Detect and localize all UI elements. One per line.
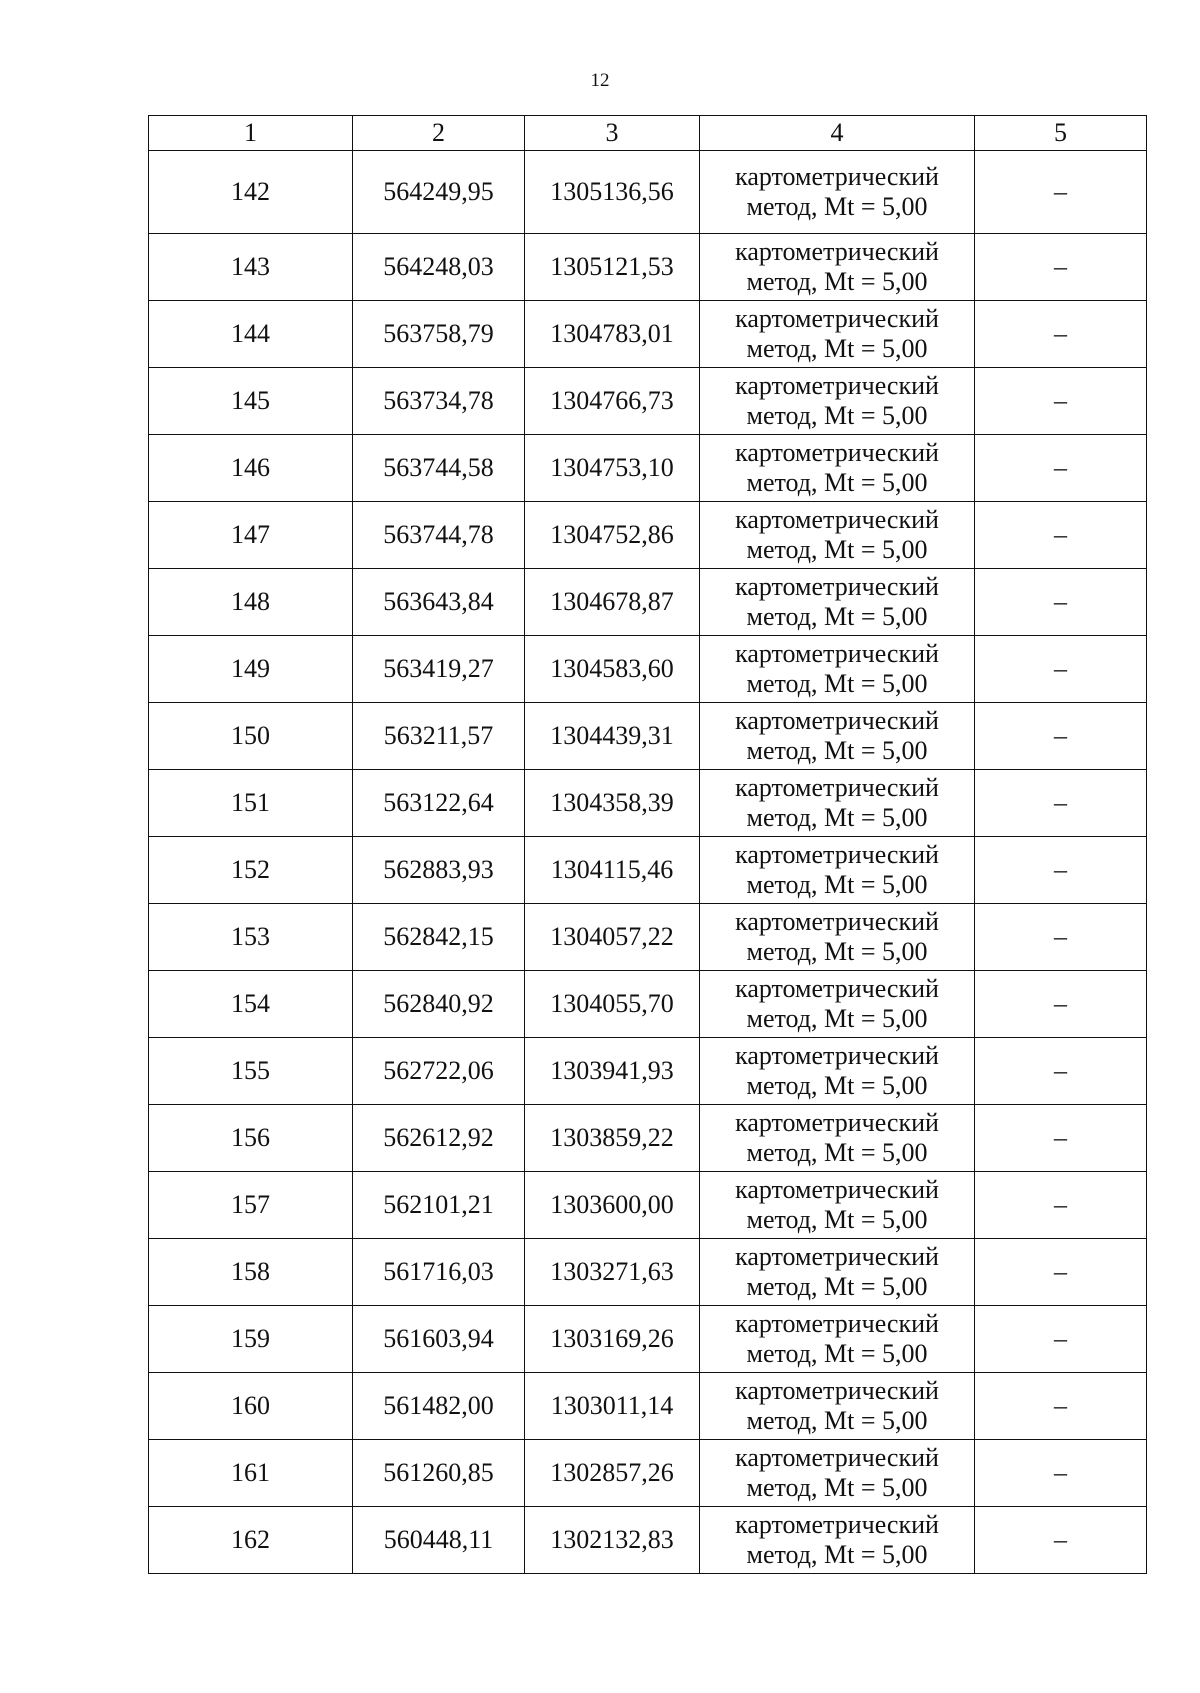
note-cell: – [975, 703, 1147, 770]
y-coordinate-cell: 1305121,53 [525, 234, 700, 301]
y-coordinate-cell: 1304753,10 [525, 435, 700, 502]
method-cell [700, 770, 975, 837]
point-number-cell: 144 [149, 301, 353, 368]
point-number-cell: 142 [149, 151, 353, 234]
method-line-2: метод, Mt = 5,00 [746, 267, 928, 296]
point-number-cell: 160 [149, 1373, 353, 1440]
table-header-row [149, 116, 1147, 151]
y-coordinate-cell: 1305136,56 [525, 151, 700, 234]
method-line-1: картометрический [735, 1175, 939, 1204]
table-row [149, 368, 1147, 435]
method-line-2: метод, Mt = 5,00 [746, 1406, 928, 1435]
method-cell [700, 1507, 975, 1574]
method-text [735, 1175, 939, 1235]
note-cell: – [975, 636, 1147, 703]
table-row [149, 770, 1147, 837]
table-row [149, 636, 1147, 703]
x-coordinate-cell: 564249,95 [353, 151, 525, 234]
note-cell: – [975, 837, 1147, 904]
method-cell [700, 1440, 975, 1507]
table-row [149, 703, 1147, 770]
method-line-1: картометрический [735, 371, 939, 400]
method-cell [700, 502, 975, 569]
point-number-cell: 155 [149, 1038, 353, 1105]
method-line-1: картометрический [735, 1242, 939, 1271]
method-line-2: метод, Mt = 5,00 [746, 937, 928, 966]
method-line-2: метод, Mt = 5,00 [746, 192, 928, 221]
method-line-2: метод, Mt = 5,00 [746, 736, 928, 765]
x-coordinate-cell: 563744,78 [353, 502, 525, 569]
method-line-2: метод, Mt = 5,00 [746, 468, 928, 497]
note-cell: – [975, 1172, 1147, 1239]
method-line-2: метод, Mt = 5,00 [746, 1004, 928, 1033]
x-coordinate-cell: 562101,21 [353, 1172, 525, 1239]
method-line-1: картометрический [735, 304, 939, 333]
y-coordinate-cell: 1304439,31 [525, 703, 700, 770]
point-number-cell: 157 [149, 1172, 353, 1239]
note-cell: – [975, 435, 1147, 502]
method-line-2: метод, Mt = 5,00 [746, 1339, 928, 1368]
method-cell [700, 636, 975, 703]
note-cell: – [975, 1239, 1147, 1306]
y-coordinate-cell: 1303271,63 [525, 1239, 700, 1306]
point-number-cell: 143 [149, 234, 353, 301]
method-line-1: картометрический [735, 1108, 939, 1137]
method-text [735, 840, 939, 900]
method-text [735, 304, 939, 364]
y-coordinate-cell: 1303941,93 [525, 1038, 700, 1105]
method-cell [700, 569, 975, 636]
point-number-cell: 161 [149, 1440, 353, 1507]
method-line-1: картометрический [735, 1376, 939, 1405]
table-row [149, 234, 1147, 301]
method-cell [700, 151, 975, 234]
method-text [735, 1309, 939, 1369]
method-text [735, 1376, 939, 1436]
note-cell: – [975, 770, 1147, 837]
y-coordinate-cell: 1304057,22 [525, 904, 700, 971]
method-line-2: метод, Mt = 5,00 [746, 1138, 928, 1167]
table-row [149, 904, 1147, 971]
table-row [149, 1239, 1147, 1306]
x-coordinate-cell: 561716,03 [353, 1239, 525, 1306]
method-cell [700, 1038, 975, 1105]
y-coordinate-cell: 1303600,00 [525, 1172, 700, 1239]
method-text [735, 1041, 939, 1101]
table-row [149, 1507, 1147, 1574]
method-line-2: метод, Mt = 5,00 [746, 334, 928, 363]
method-line-1: картометрический [735, 572, 939, 601]
table-row [149, 569, 1147, 636]
method-line-1: картометрический [735, 237, 939, 266]
point-number-cell: 154 [149, 971, 353, 1038]
method-line-2: метод, Mt = 5,00 [746, 1071, 928, 1100]
point-number-cell: 152 [149, 837, 353, 904]
note-cell: – [975, 1105, 1147, 1172]
note-cell: – [975, 1373, 1147, 1440]
y-coordinate-cell: 1303169,26 [525, 1306, 700, 1373]
method-text [735, 706, 939, 766]
method-line-2: метод, Mt = 5,00 [746, 870, 928, 899]
note-cell: – [975, 1306, 1147, 1373]
y-coordinate-cell: 1304783,01 [525, 301, 700, 368]
table-row [149, 1440, 1147, 1507]
point-number-cell: 145 [149, 368, 353, 435]
y-coordinate-cell: 1303011,14 [525, 1373, 700, 1440]
point-number-cell: 146 [149, 435, 353, 502]
x-coordinate-cell: 562842,15 [353, 904, 525, 971]
x-coordinate-cell: 562612,92 [353, 1105, 525, 1172]
table-row [149, 301, 1147, 368]
method-line-2: метод, Mt = 5,00 [746, 1473, 928, 1502]
method-cell [700, 971, 975, 1038]
x-coordinate-cell: 563643,84 [353, 569, 525, 636]
x-coordinate-cell: 563758,79 [353, 301, 525, 368]
page-number: 12 [590, 70, 610, 91]
x-coordinate-cell: 562840,92 [353, 971, 525, 1038]
method-text [735, 1443, 939, 1503]
method-text [735, 1242, 939, 1302]
method-cell [700, 1105, 975, 1172]
table-row [149, 1373, 1147, 1440]
method-line-1: картометрический [735, 1041, 939, 1070]
x-coordinate-cell: 563419,27 [353, 636, 525, 703]
method-line-2: метод, Mt = 5,00 [746, 1540, 928, 1569]
note-cell: – [975, 1507, 1147, 1574]
x-coordinate-cell: 563122,64 [353, 770, 525, 837]
x-coordinate-cell: 560448,11 [353, 1507, 525, 1574]
point-number-cell: 158 [149, 1239, 353, 1306]
method-text [735, 1510, 939, 1570]
method-cell [700, 234, 975, 301]
column-header: 2 [353, 116, 525, 151]
point-number-cell: 153 [149, 904, 353, 971]
method-text [735, 974, 939, 1034]
point-number-cell: 156 [149, 1105, 353, 1172]
method-line-1: картометрический [735, 505, 939, 534]
method-line-1: картометрический [735, 1309, 939, 1338]
point-number-cell: 147 [149, 502, 353, 569]
note-cell: – [975, 301, 1147, 368]
y-coordinate-cell: 1303859,22 [525, 1105, 700, 1172]
column-header: 4 [700, 116, 975, 151]
note-cell: – [975, 502, 1147, 569]
method-cell [700, 1306, 975, 1373]
method-line-1: картометрический [735, 974, 939, 1003]
point-number-cell: 162 [149, 1507, 353, 1574]
y-coordinate-cell: 1304752,86 [525, 502, 700, 569]
method-cell [700, 904, 975, 971]
method-line-1: картометрический [735, 907, 939, 936]
table-row [149, 435, 1147, 502]
method-cell [700, 1239, 975, 1306]
table-row [149, 502, 1147, 569]
method-cell [700, 435, 975, 502]
method-line-2: метод, Mt = 5,00 [746, 803, 928, 832]
method-cell [700, 703, 975, 770]
note-cell: – [975, 151, 1147, 234]
table-row [149, 971, 1147, 1038]
note-cell: – [975, 234, 1147, 301]
x-coordinate-cell: 564248,03 [353, 234, 525, 301]
x-coordinate-cell: 561482,00 [353, 1373, 525, 1440]
y-coordinate-cell: 1304583,60 [525, 636, 700, 703]
method-line-1: картометрический [735, 840, 939, 869]
y-coordinate-cell: 1304055,70 [525, 971, 700, 1038]
method-text [735, 773, 939, 833]
method-line-2: метод, Mt = 5,00 [746, 669, 928, 698]
column-header: 3 [525, 116, 700, 151]
point-number-cell: 159 [149, 1306, 353, 1373]
y-coordinate-cell: 1304766,73 [525, 368, 700, 435]
coordinates-table [148, 115, 1147, 1574]
y-coordinate-cell: 1302132,83 [525, 1507, 700, 1574]
method-line-1: картометрический [735, 438, 939, 467]
x-coordinate-cell: 563744,58 [353, 435, 525, 502]
method-line-2: метод, Mt = 5,00 [746, 401, 928, 430]
note-cell: – [975, 904, 1147, 971]
table-row [149, 1172, 1147, 1239]
method-text [735, 639, 939, 699]
note-cell: – [975, 569, 1147, 636]
method-line-1: картометрический [735, 706, 939, 735]
method-line-1: картометрический [735, 1510, 939, 1539]
x-coordinate-cell: 561603,94 [353, 1306, 525, 1373]
point-number-cell: 150 [149, 703, 353, 770]
table-row [149, 151, 1147, 234]
method-line-1: картометрический [735, 639, 939, 668]
method-text [735, 162, 939, 222]
method-line-1: картометрический [735, 1443, 939, 1472]
column-header: 1 [149, 116, 353, 151]
method-line-2: метод, Mt = 5,00 [746, 1272, 928, 1301]
y-coordinate-cell: 1304358,39 [525, 770, 700, 837]
method-line-1: картометрический [735, 773, 939, 802]
method-line-1: картометрический [735, 162, 939, 191]
note-cell: – [975, 1440, 1147, 1507]
note-cell: – [975, 1038, 1147, 1105]
method-text [735, 237, 939, 297]
table-row [149, 1306, 1147, 1373]
method-text [735, 1108, 939, 1168]
note-cell: – [975, 971, 1147, 1038]
x-coordinate-cell: 561260,85 [353, 1440, 525, 1507]
table-row [149, 837, 1147, 904]
method-text [735, 371, 939, 431]
method-text [735, 505, 939, 565]
x-coordinate-cell: 562722,06 [353, 1038, 525, 1105]
point-number-cell: 151 [149, 770, 353, 837]
table-row [149, 1105, 1147, 1172]
method-cell [700, 1172, 975, 1239]
method-cell [700, 301, 975, 368]
x-coordinate-cell: 563734,78 [353, 368, 525, 435]
method-line-2: метод, Mt = 5,00 [746, 1205, 928, 1234]
method-text [735, 438, 939, 498]
y-coordinate-cell: 1304678,87 [525, 569, 700, 636]
table-row [149, 1038, 1147, 1105]
method-text [735, 907, 939, 967]
y-coordinate-cell: 1304115,46 [525, 837, 700, 904]
column-header: 5 [975, 116, 1147, 151]
y-coordinate-cell: 1302857,26 [525, 1440, 700, 1507]
point-number-cell: 149 [149, 636, 353, 703]
x-coordinate-cell: 563211,57 [353, 703, 525, 770]
x-coordinate-cell: 562883,93 [353, 837, 525, 904]
method-cell [700, 1373, 975, 1440]
method-cell [700, 837, 975, 904]
point-number-cell: 148 [149, 569, 353, 636]
method-text [735, 572, 939, 632]
table-body [149, 151, 1147, 1574]
note-cell: – [975, 368, 1147, 435]
method-cell [700, 368, 975, 435]
method-line-2: метод, Mt = 5,00 [746, 602, 928, 631]
method-line-2: метод, Mt = 5,00 [746, 535, 928, 564]
